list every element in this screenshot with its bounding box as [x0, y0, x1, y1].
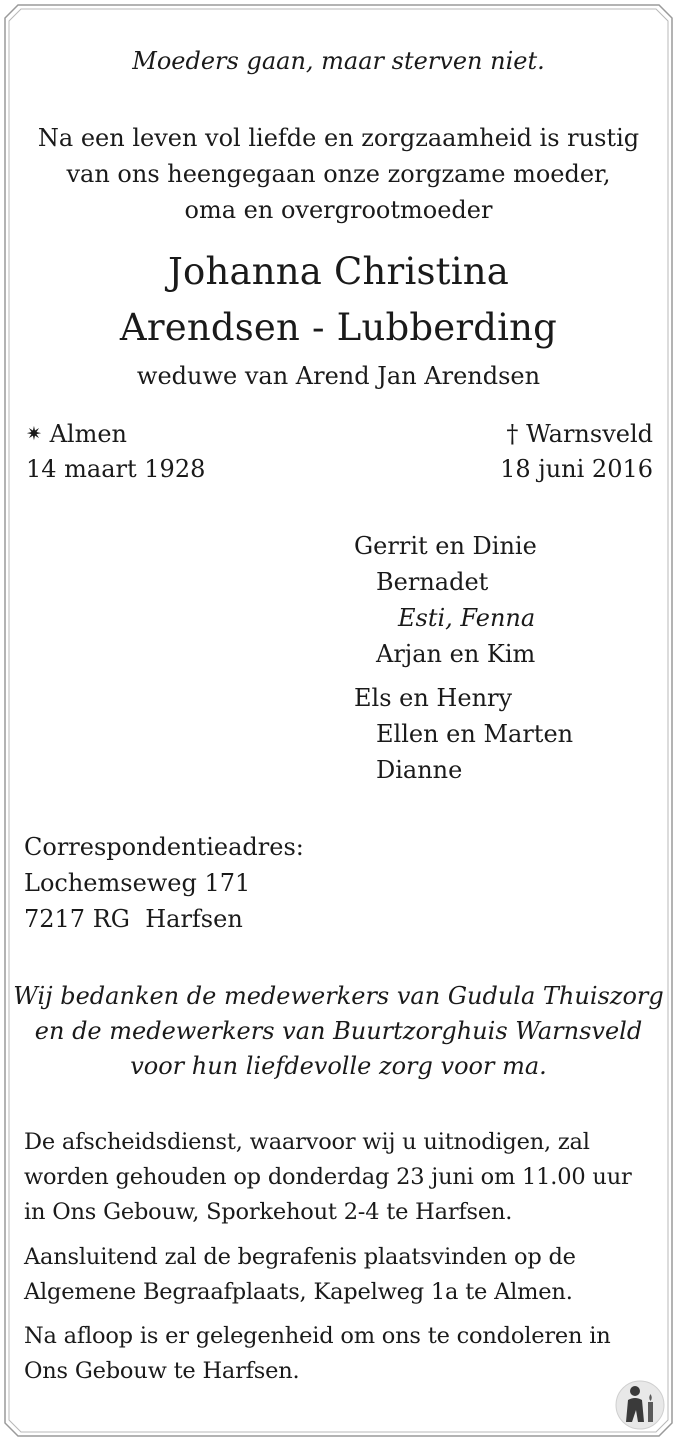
deceased-first-names: Johanna Christina: [167, 250, 510, 293]
birth-line: [26, 422, 127, 446]
death-date: 18 juni 2016: [500, 455, 653, 483]
correspondence-street: Lochemseweg 171: [24, 869, 251, 897]
correspondence-city: 7217 RG Harfsen: [24, 905, 243, 933]
family-child-1: Gerrit en Dinie: [354, 532, 537, 560]
thanks-line-3: voor hun liefdevolle zorg voor ma.: [130, 1052, 547, 1080]
intro-line-1: Na een leven vol liefde en zorgzaamheid is rustig: [37, 124, 640, 152]
family-grandchild-3: Ellen en Marten: [376, 720, 574, 748]
widow-of: weduwe van Arend Jan Arendsen: [136, 362, 541, 390]
condolence-line-2: Ons Gebouw te Harfsen.: [24, 1358, 300, 1384]
intro-line-2: van ons heengegaan onze zorgzame moeder,: [66, 160, 611, 188]
birth-date: 14 maart 1928: [26, 455, 206, 483]
death-line: [506, 422, 653, 446]
death-dagger-icon: †: [506, 420, 519, 448]
condolence-line-1: Na afloop is er gelegenheid om ons te condoleren in: [24, 1323, 611, 1349]
service-line-2: worden gehouden op donderdag 23 juni om 11.00 uur: [24, 1164, 632, 1190]
birth-place: Almen: [49, 420, 127, 448]
service-line-3: in Ons Gebouw, Sporkehout 2-4 te Harfsen.: [24, 1199, 513, 1225]
family-grandchild-4: Dianne: [376, 756, 463, 784]
intro-line-3: oma en overgrootmoeder: [184, 196, 493, 224]
family-grandchild-1: Bernadet: [376, 568, 489, 596]
death-place: Warnsveld: [526, 420, 653, 448]
deceased-surname: Arendsen - Lubberding: [119, 306, 558, 349]
thanks-line-1: Wij bedanken de medewerkers van Gudula Thuiszorg: [13, 982, 664, 1010]
candle-figure-icon: [614, 1378, 666, 1432]
burial-line-2: Algemene Begraafplaats, Kapelweg 1a te Almen.: [24, 1279, 573, 1305]
correspondence-label: Correspondentieadres:: [24, 833, 304, 861]
service-line-1: De afscheidsdienst, waarvoor wij u uitnodigen, zal: [24, 1129, 590, 1155]
motto: Moeders gaan, maar sterven niet.: [132, 47, 545, 75]
family-great-grandchildren: Esti, Fenna: [398, 604, 536, 632]
thanks-line-2: en de medewerkers van Buurtzorghuis Warnsveld: [34, 1017, 643, 1045]
birth-star-icon: ✷: [26, 423, 42, 445]
family-grandchild-2: Arjan en Kim: [376, 640, 536, 668]
family-child-2: Els en Henry: [354, 684, 513, 712]
burial-line-1: Aansluitend zal de begrafenis plaatsvinden op de: [24, 1244, 576, 1270]
